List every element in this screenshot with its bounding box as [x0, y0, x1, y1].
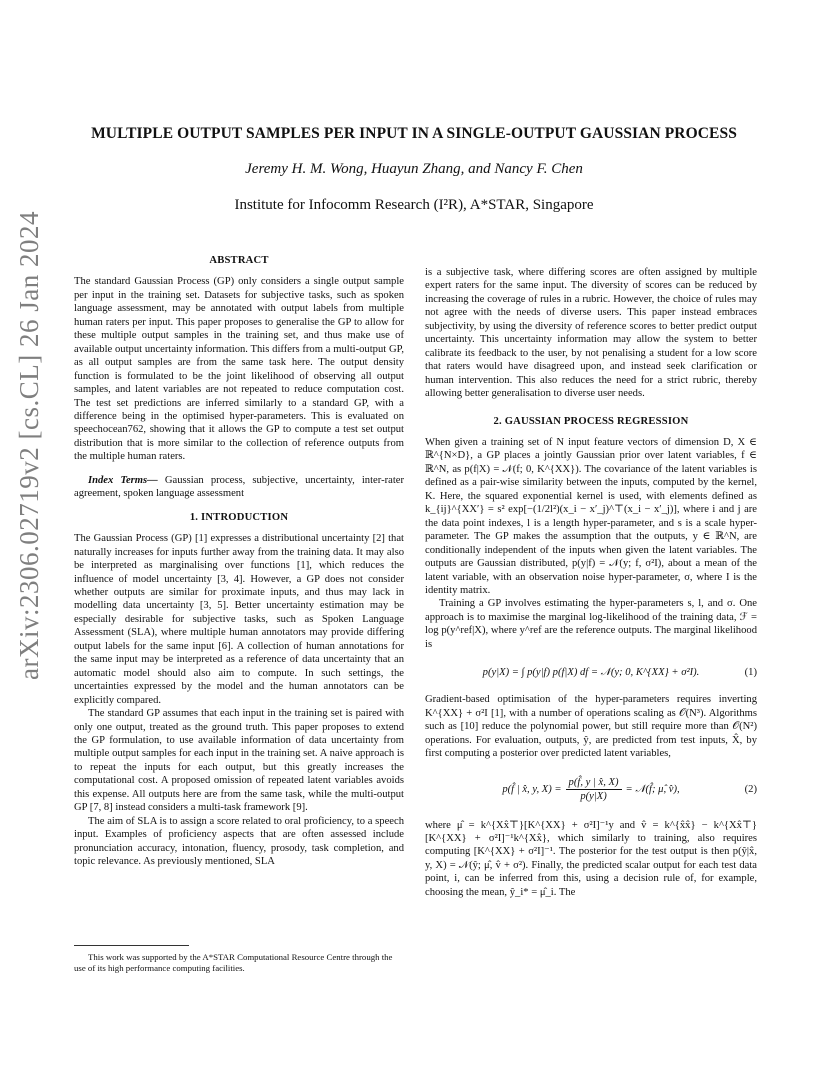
section2-heading: 2. GAUSSIAN PROCESS REGRESSION — [493, 415, 689, 427]
section2-paragraph-3: Gradient-based optimisation of the hyper-parameters requires inverting K^{XX} + σ²I [1], with a number of operations scaling as 𝒪(N³). Algorithms such as [10] reduce the polynomial power, but still require more than 𝒪(N²) operations. For evaluation, outputs, ŷ, are predicted from test inputs, X̂, by first computing a posterior over predicted latent variables, — [425, 694, 757, 760]
equation-2 — [425, 771, 757, 809]
intro-paragraph-1: The Gaussian Process (GP) [1] expresses a distributional uncertainty [2] that naturally increases for inputs further away from the training data. It may also be interpreted as marginalising over functions [1], which reduces the influence of model uncertainty [3, 4]. However, a GP does not consider whether outputs are similar for proximate inputs, and thus may lack in modelling data uncertainty [3, 5]. Better uncertainty estimation may be especially desirable for subjective tasks, such as Spoken Language Assessment (SLA), where multiple human annotators may provide differing output labels for the same input [6]. A collection of human annotations for the same input may be interpreted as a reference of data uncertainty that an automatic model should also aim to compute. In such settings, the uncertainties expressed by the model and the human annotators can be explicitly compared. — [74, 533, 404, 706]
paper-title: MULTIPLE OUTPUT SAMPLES PER INPUT IN A SINGLE-OUTPUT GAUSSIAN PROCESS — [91, 125, 737, 142]
equation-2-lhs: p(f̂ | x̂, y, X) = — [502, 783, 562, 795]
index-terms-label: Index Terms— — [88, 474, 158, 486]
paper-authors: Jeremy H. M. Wong, Huayun Zhang, and Nancy F. Chen — [245, 161, 583, 177]
section2-paragraph-1: When given a training set of N input feature vectors of dimension D, X ∈ ℝ^{N×D}, a GP places a jointly Gaussian prior over latent variables, f ∈ ℝ^N, as p(f|X) = 𝒩(f; 0, K^{XX}). The covariance of the latent variables is defined as a pair-wise similarity between the inputs, computed by the kernel, K. Here, the squared exponential kernel is used, with elements defined as k_{ij}^{XX′} = s² exp[−(1/2l²)(x_i − x′_j)^⊤(x_i − x′_j)], where i and j are the data point indexes, l is a length hyper-parameter, and s is a scale hyper-parameter. The GP makes the assumption that the outputs, y ∈ ℝ^N, are conditionally independent of the inputs when given the latent variables. The outputs are Gaussian distributed, p(y|f) = 𝒩(y; f, σ²I), about a mean of the latent variable, with an observation noise hyper-parameter, σ, where I is the identity matrix. — [425, 436, 757, 596]
equation-1 — [425, 661, 757, 683]
index-terms — [74, 474, 404, 501]
section2-paragraph-2: Training a GP involves estimating the hyper-parameters s, l, and σ. One approach is to maximise the marginal log-likelihood of the training data, ℱ = log p(y^ref|X), where y^ref are the reference outputs. The marginal likelihood is — [425, 598, 757, 650]
paper-affiliation: Institute for Infocomm Research (I²R), A*STAR, Singapore — [234, 197, 594, 213]
footnote: This work was supported by the A*STAR Computational Resource Centre through the use of its high performance computing facilities. — [74, 952, 393, 973]
equation-1-body: p(y|X) = ∫ p(y|f) p(f|X) df = 𝒩(y; 0, K^{XX} + σ²I). — [482, 666, 700, 678]
intro-paragraph-2: The standard GP assumes that each input in the training set is paired with only one output, treated as the ground truth. This paper proposes to extend the GP formulation, to use available information of data uncertainty from multiple output samples for each input in the training set. A naive approach is to repeat the inputs for each output, but this greatly increases the computational cost. A proposed omission of repeated latent variables avoids this expense. All outputs here are from the same task, while the multi-output GP [7, 8] instead considers a multi-task framework [9]. — [74, 708, 404, 814]
equation-2-rhs: = 𝒩(f̂; μ̂, v̂), — [625, 783, 680, 795]
index-terms-text: Gaussian process, subjective, uncertainty, inter-rater agreement, spoken language assessment — [74, 474, 404, 500]
equation-2-denominator: p(y|X) — [580, 791, 607, 802]
abstract-heading: ABSTRACT — [209, 255, 269, 266]
equation-2-number: (2) — [744, 783, 757, 795]
section2-paragraph-4: where μ̂ = k^{Xx̂⊤}[K^{XX} + σ²I]⁻¹y and v̂ = k^{x̂x̂} − k^{Xx̂⊤}[K^{XX} + σ²I]⁻¹k^{Xx̂}, which similarly to training, also requires computing [K^{XX} + σ²I]⁻¹. The posterior for the test output is then p(ŷ|x̂, y, X) = 𝒩(ŷ; μ̂, v̂ + σ²). Finally, the predicted scalar output for each test data point, i, can be inferred from this, using a decision rule of, for example, choosing the mean, ŷ_i* = μ̂_i. The — [425, 819, 757, 898]
intro-heading: 1. INTRODUCTION — [189, 511, 289, 523]
arxiv-stamp: arXiv:2306.02719v2 [cs.CL] 26 Jan 2024 — [14, 211, 44, 680]
right-column — [425, 266, 757, 899]
equation-2-numerator: p(f̂, y | x̂, X) — [566, 776, 622, 790]
intro-continued: is a subjective task, where differing scores are often assigned by multiple expert raters for the same input. The diversity of scores can be reduced by increasing the coverage of rules in a rubric. However, the choice of rules may not agree with the needs of diverse users. This paper instead embraces subjectivity, by using the diversity of reference scores to better predict output uncertainty. This uncertainty information may allow the system to better calibrate its feedback to the user, by not penalising a student for a low score that raters would have disagreed upon, and instead seek clarification or human intervention. This also reduces the need for a strict rubric, thereby allowing better generalisation to diverse user needs. — [425, 267, 757, 400]
abstract-text: The standard Gaussian Process (GP) only considers a single output sample per input in the training set. Datasets for subjective tasks, such as spoken language assessment, may be annotated with output labels from multiple human raters per input. This paper proposes to generalise the GP to allow for these multiple output samples in the training set, and thus make use of available output uncertainty information. This differs from a multi-output GP, as all output samples are from the same task here. The output density function is formulated to be the joint likelihood of observing all output samples, and latent variables are not repeated to reduce computation cost. The test set predictions are inferred similarly to a standard GP, with a difference being in the optimised hyper-parameters. This is evaluated on speechocean762, showing that it allows the GP to compute a test set output distribution that is more similar to the collection of reference outputs from the multiple human raters. — [74, 276, 404, 463]
left-column — [74, 254, 404, 868]
equation-2-fraction — [566, 776, 622, 804]
footnote-rule — [74, 945, 189, 946]
equation-1-number: (1) — [744, 666, 757, 678]
intro-paragraph-3: The aim of SLA is to assign a score related to oral proficiency, to a speech input. Examples of proficiency aspects that are often assessed include pronunciation accuracy, intonation, fluency, prosody, task completion, and topic relevance. As previously mentioned, SLA — [74, 815, 404, 868]
